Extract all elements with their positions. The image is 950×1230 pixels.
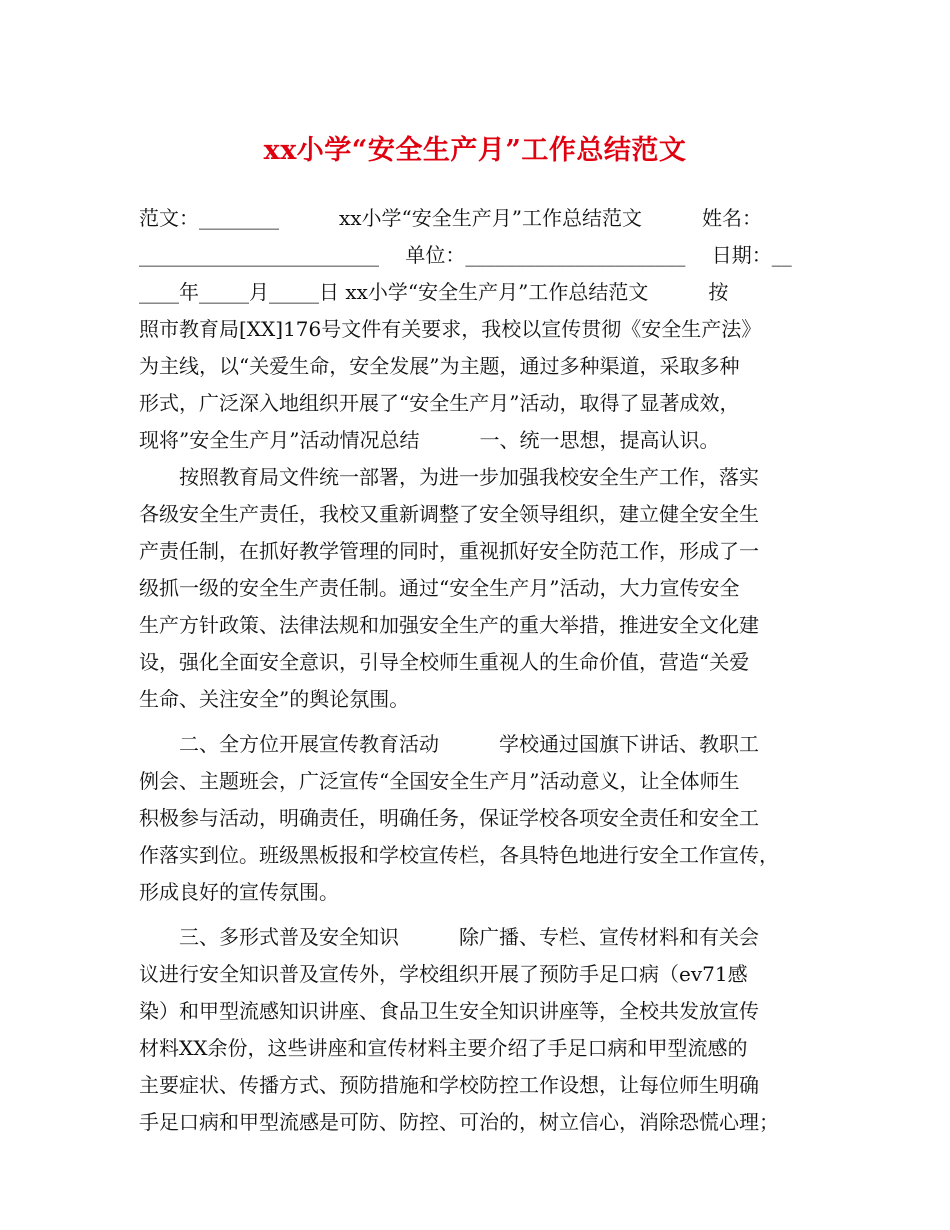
body-line: 二、全方位开展宣传教育活动 学校通过国旗下讲话、教职工 xyxy=(139,732,759,756)
body-line: 例会、主题班会，广泛宣传“全国安全生产月”活动意义，让全体师生 xyxy=(139,769,740,793)
body-line: 范文：________ xx小学“安全生产月”工作总结范文 姓名： xyxy=(139,206,763,230)
body-line: 议进行安全知识普及宣传外，学校组织开展了预防手足口病（ev71感 xyxy=(139,962,748,986)
body-line: 手足口病和甲型流感是可防、防控、可治的，树立信心，消除恐慌心理； xyxy=(139,1110,779,1134)
body-line: 主要症状、传播方式、预防措施和学校防控工作设想，让每位师生明确 xyxy=(139,1073,759,1097)
body-line: 设，强化全面安全意识，引导全校师生重视人的生命价值，营造“关爱 xyxy=(139,650,750,674)
body-line: 染）和甲型流感知识讲座、食品卫生安全知识讲座等，全校共发放宣传 xyxy=(139,999,759,1023)
body-line: 级抓一级的安全生产责任制。通过“安全生产月”活动，大力宣传安全 xyxy=(139,576,740,600)
body-line: 作落实到位。班级黑板报和学校宣传栏，各具特色地进行安全工作宣传， xyxy=(139,843,779,867)
body-line: 材料XX余份，这些讲座和宣传材料主要介绍了手足口病和甲型流感的 xyxy=(139,1036,748,1060)
body-line: 积极参与活动，明确责任，明确任务，保证学校各项安全责任和安全工 xyxy=(139,806,759,830)
body-line: 为主线，以“关爱生命，安全发展”为主题，通过多种渠道，采取多种 xyxy=(139,354,740,378)
body-line: 三、多形式普及安全知识 除广播、专栏、宣传材料和有关会 xyxy=(139,925,759,949)
body-line: ____年_____月_____日 xx小学“安全生产月”工作总结范文 按 xyxy=(139,280,729,304)
document-title: xx小学“安全生产月”工作总结范文 xyxy=(263,135,687,166)
body-line: 现将”安全生产月”活动情况总结 一、统一思想，提高认识。 xyxy=(139,428,720,452)
body-line: 形成良好的宣传氛围。 xyxy=(139,880,339,904)
document-body xyxy=(139,200,819,1141)
body-line: 照市教育局[XX]176号文件有关要求，我校以宣传贯彻《安全生产法》 xyxy=(139,317,762,341)
body-line: 生产方针政策、法律法规和加强安全生产的重大举措，推进安全文化建 xyxy=(139,613,759,637)
body-line: 形式，广泛深入地组织开展了“安全生产月”活动，取得了显著成效， xyxy=(139,391,740,415)
body-line: 各级安全生产责任，我校又重新调整了安全领导组织，建立健全安全生 xyxy=(139,502,759,526)
body-line: 产责任制，在抓好教学管理的同时，重视抓好安全防范工作，形成了一 xyxy=(139,539,759,563)
body-line: 按照教育局文件统一部署，为进一步加强我校安全生产工作，落实 xyxy=(139,465,759,489)
body-line: 生命、关注安全”的舆论氛围。 xyxy=(139,687,410,711)
body-line: ________________________ 单位：______________________ 日期：__ xyxy=(139,243,792,267)
